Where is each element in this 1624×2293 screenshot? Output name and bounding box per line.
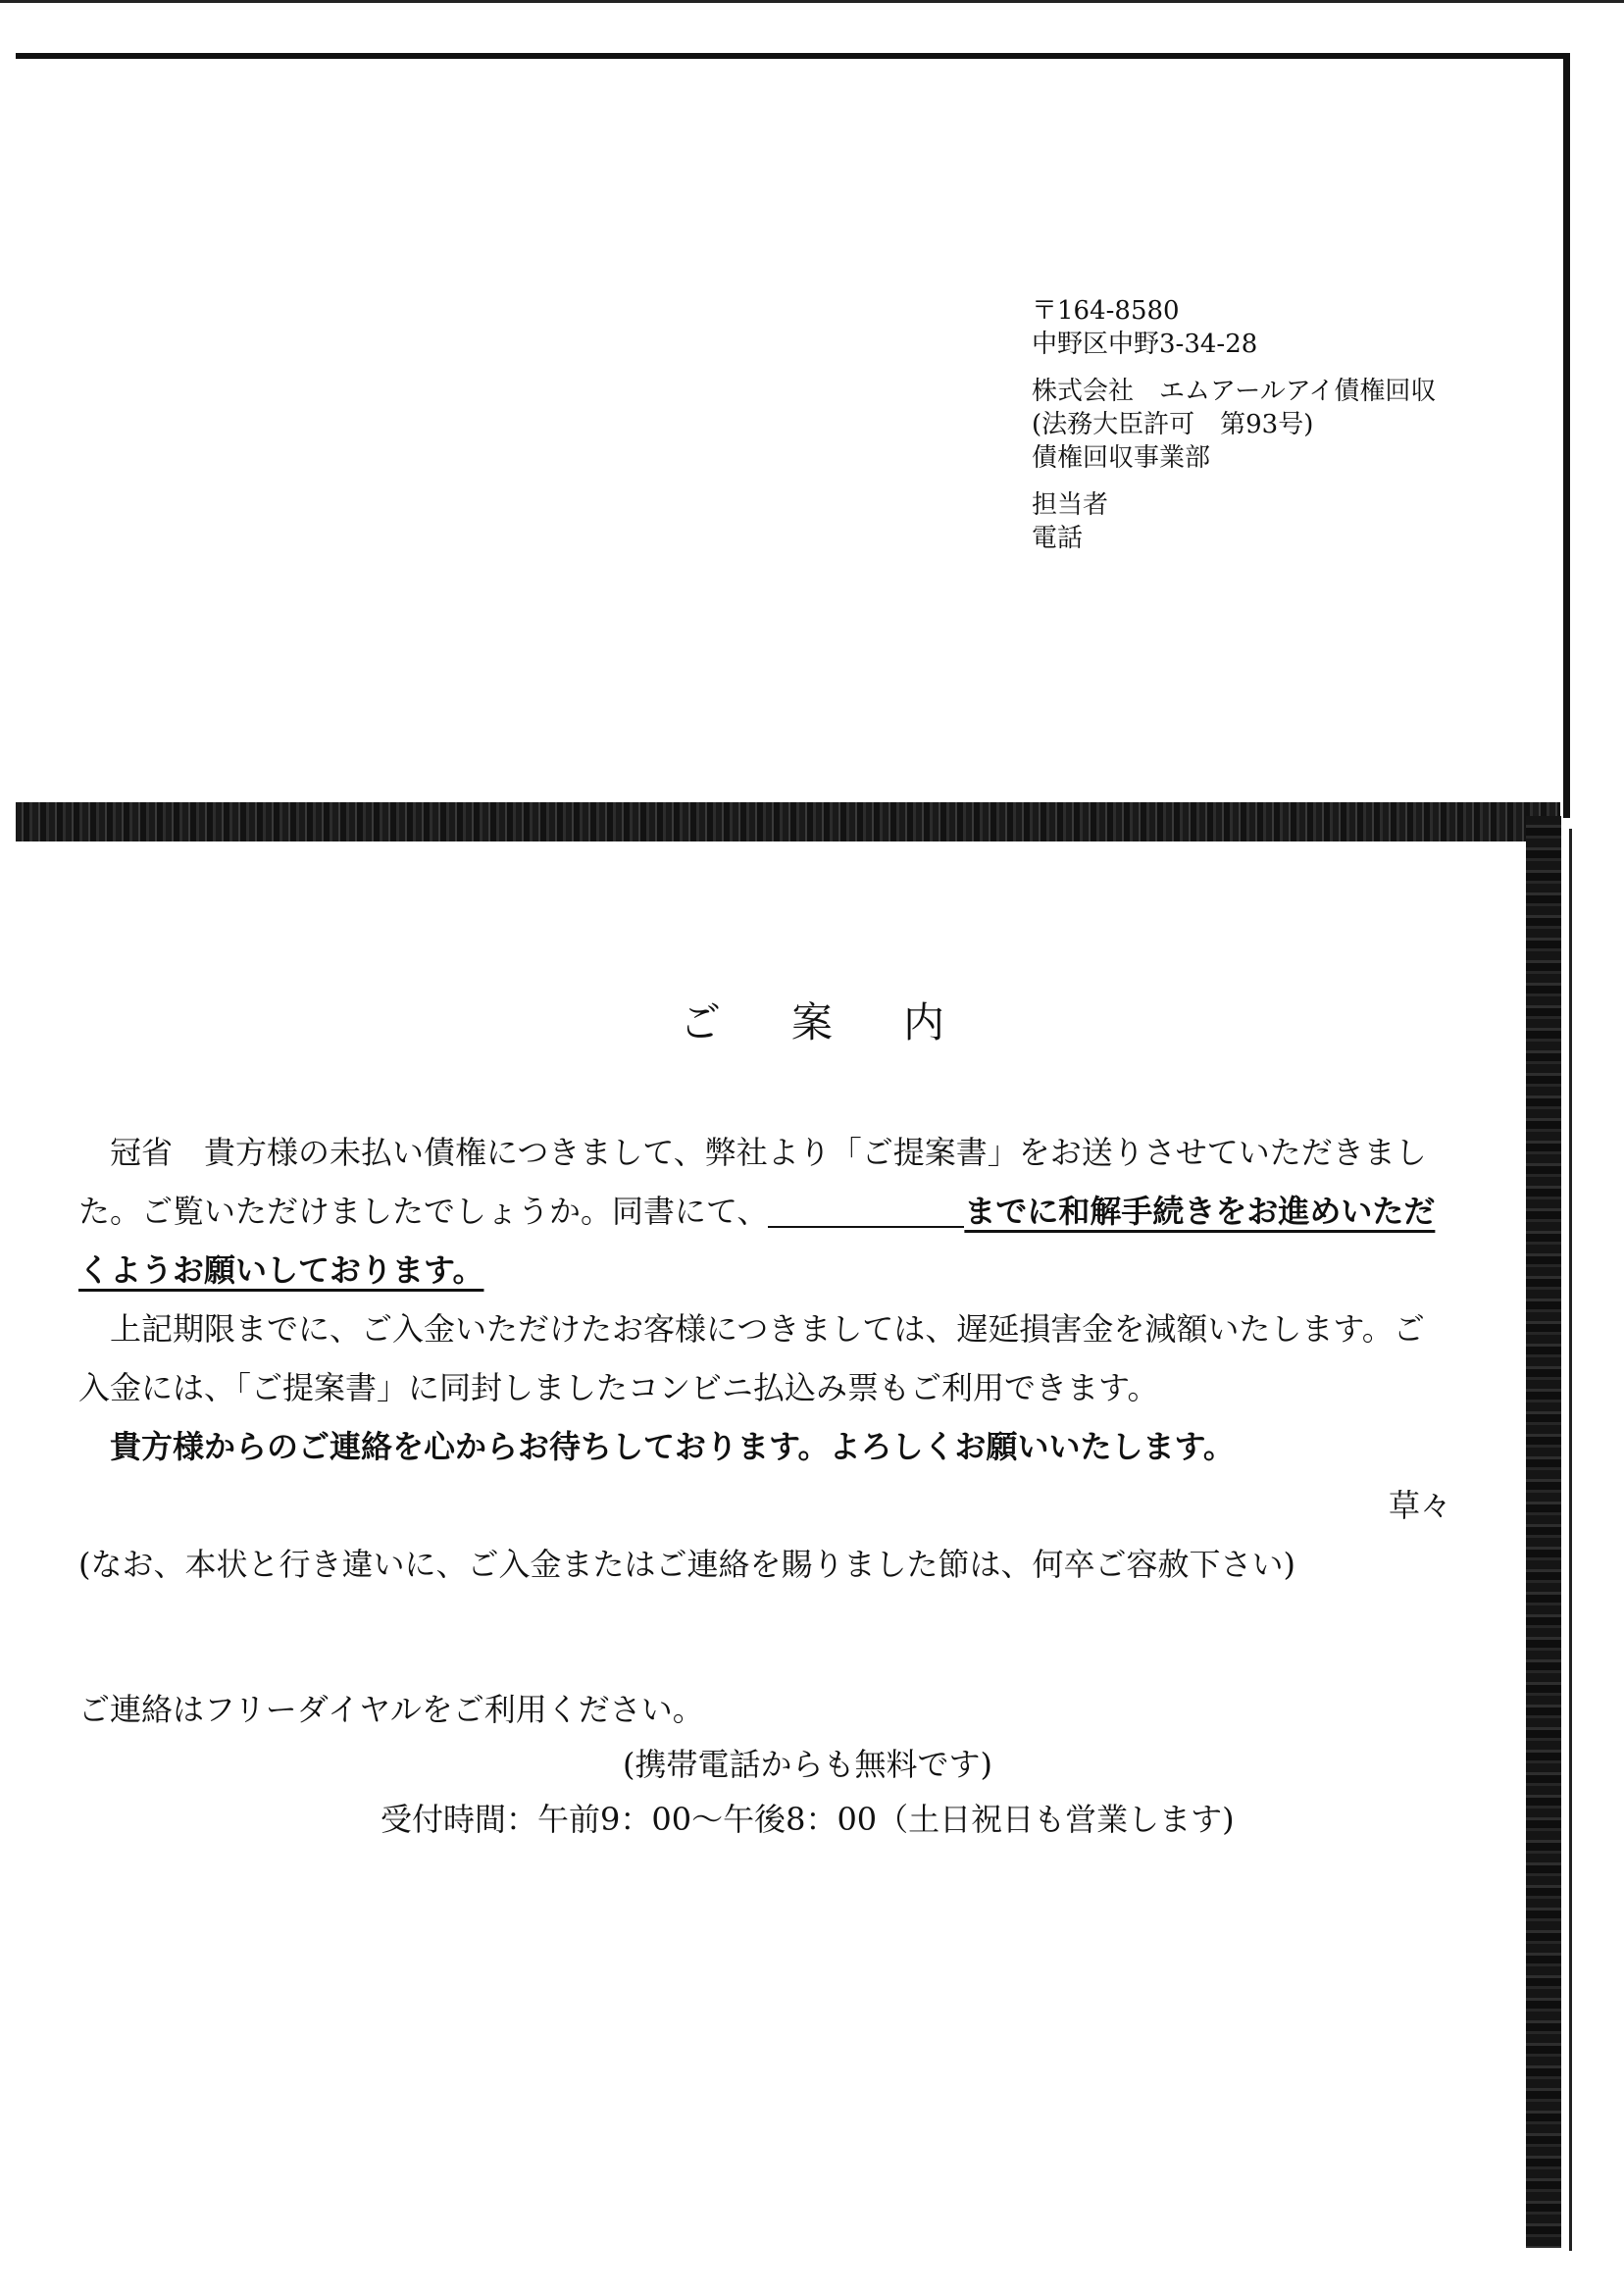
frame-right-border <box>1563 53 1570 818</box>
letter-body <box>78 1123 1451 1594</box>
company-name: 株式会社 エムアールアイ債権回収 <box>1032 377 1437 406</box>
license-number: (法務大臣許可 第93号) <box>1032 410 1314 439</box>
closing-word: 草々 <box>1388 1487 1451 1524</box>
sender-address: 中野区中野3-34-28 <box>1032 330 1258 359</box>
contact-line-1: ご連絡はフリーダイヤルをご利用ください。 <box>78 1691 704 1728</box>
document-title: ご案内 <box>679 998 1015 1046</box>
postal-code: 〒164-8580 <box>1032 296 1180 326</box>
deadline-blank <box>768 1187 964 1228</box>
department-name: 債権回収事業部 <box>1032 443 1211 473</box>
contact-hours: 受付時間：午前9：00～午後8：00（土日祝日も営業します) <box>381 1801 1235 1838</box>
sender-block <box>1032 294 1436 555</box>
phone-label: 電話 <box>1032 524 1084 553</box>
person-label: 担当者 <box>1032 490 1109 520</box>
paragraph-1 <box>78 1123 1451 1299</box>
contact-block <box>78 1682 1451 1847</box>
top-rule <box>0 0 1624 3</box>
paragraph-3: 貴方様からのご連絡を心からお待ちしております。よろしくお願いいたします。 <box>110 1428 1235 1465</box>
deadline-notice-text: までに和解手続きをお進めいただくようお願いしております。 <box>78 1193 1436 1289</box>
frame-top-border <box>16 53 1570 59</box>
paragraph-1-text: 冠省 貴方様の未払い債権につきまして、弊社より「ご提案書」をお送りさせていただきました。ご覧いただけましたでしょうか。同書にて、 <box>78 1134 1427 1230</box>
dark-band <box>16 802 1560 841</box>
apology-note: (なお、本状と行き違いに、ご入金またはご連絡を賜りました節は、何卒ご容赦下さい) <box>78 1546 1295 1583</box>
paragraph-2: 上記期限までに、ご入金いただけたお客様につきましては、遅延損害金を減額いたします。ご入金には、「ご提案書」に同封しましたコンビニ払込み票もご利用できます。 <box>78 1310 1425 1406</box>
contact-line-2: (携帯電話からも無料です) <box>623 1746 992 1783</box>
